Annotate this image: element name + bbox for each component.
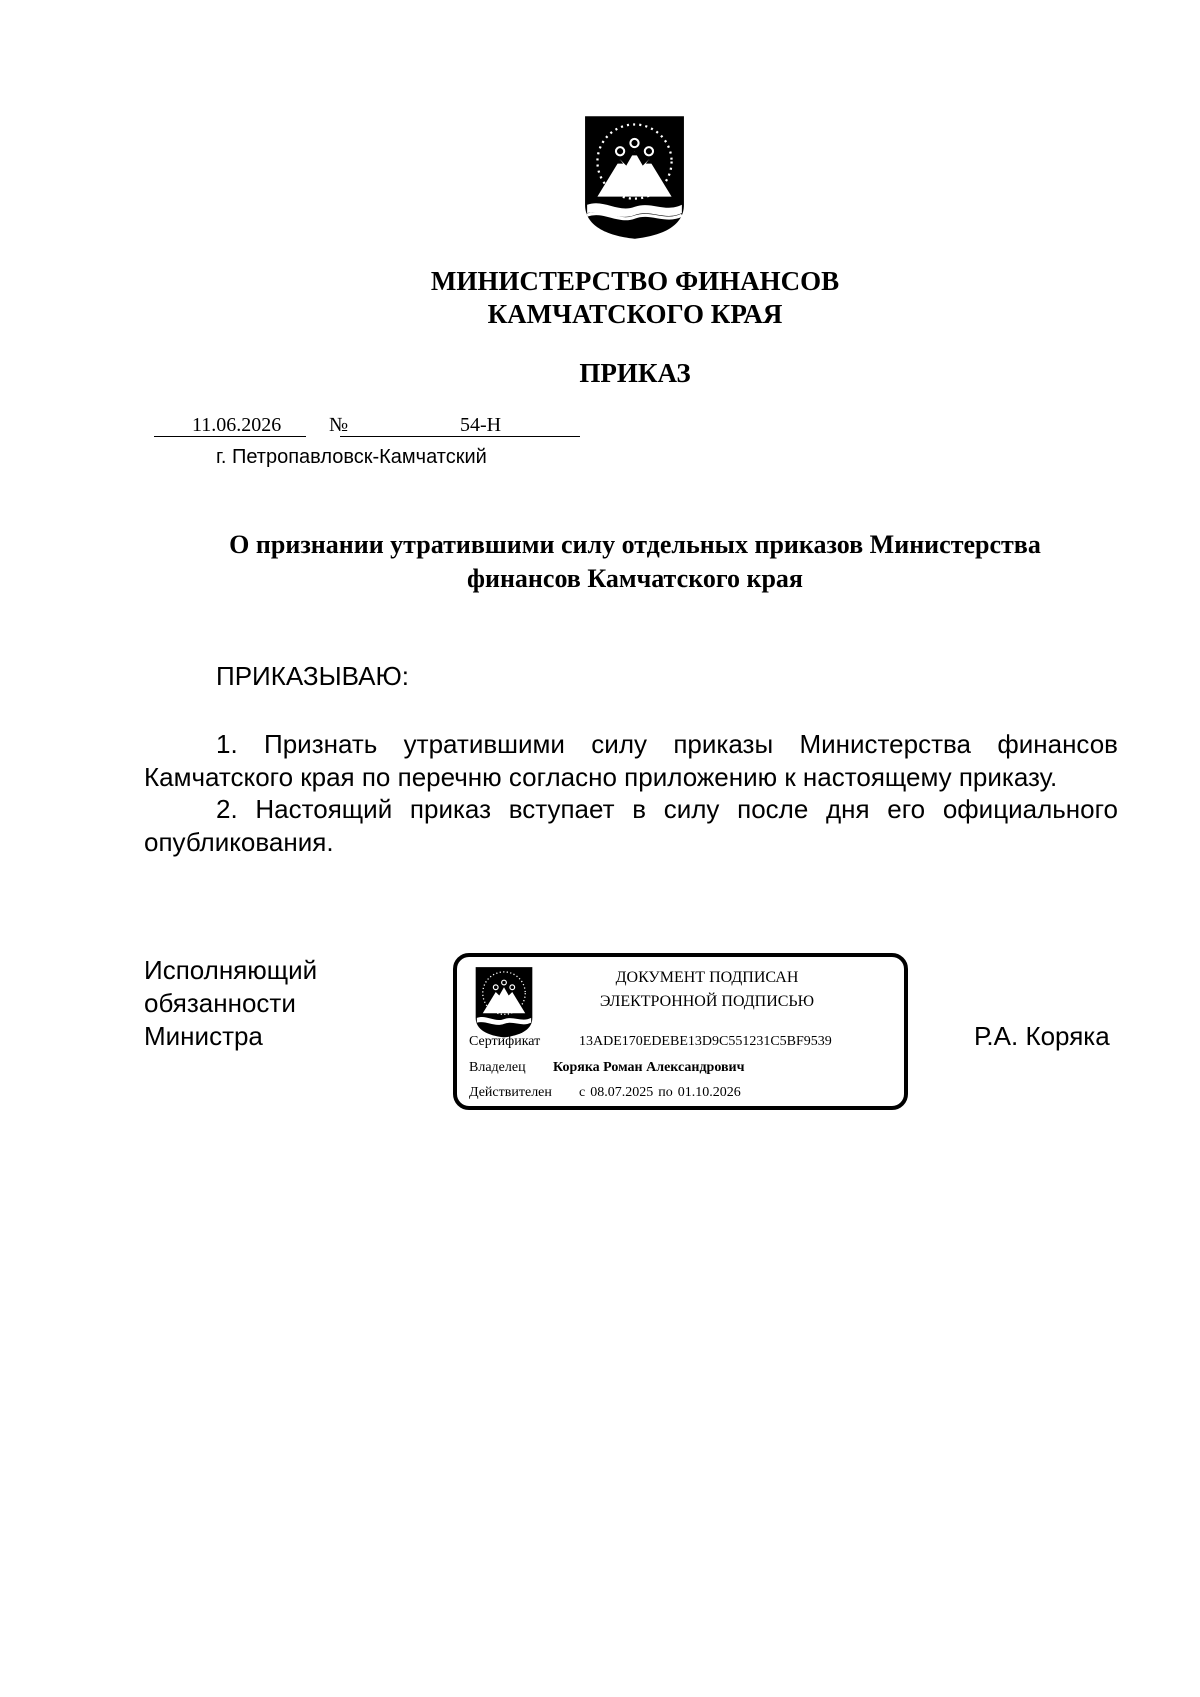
valid-to-date: 01.10.2026	[677, 1085, 741, 1100]
signer-position-line1: Исполняющий	[144, 955, 318, 985]
stamp-coat-of-arms-icon	[474, 966, 534, 1038]
registration-line	[154, 410, 580, 440]
number-sign: №	[329, 414, 349, 436]
valid-to-label: по	[658, 1085, 673, 1100]
document-type-title: ПРИКАЗ	[579, 358, 691, 388]
valid-from-label: с	[579, 1085, 586, 1100]
order-word: ПРИКАЗЫВАЮ:	[216, 661, 409, 691]
validity-label: Действителен	[469, 1085, 552, 1100]
city-name: г. Петропавловск-Камчатский	[216, 446, 487, 468]
kamchatka-coat-of-arms-icon	[583, 114, 686, 240]
stamp-heading-line1: ДОКУМЕНТ ПОДПИСАН	[615, 969, 799, 986]
ministry-name-line2: КАМЧАТСКОГО КРАЯ	[487, 299, 783, 329]
document-number: 54-Н	[460, 414, 502, 436]
electronic-signature-stamp	[453, 953, 908, 1110]
ministry-name-line1: МИНИСТЕРСТВО ФИНАНСОВ	[430, 266, 840, 296]
document-date: 11.06.2026	[192, 414, 282, 436]
stamp-heading-line2: ЭЛЕКТРОННОЙ ПОДПИСЬЮ	[599, 993, 815, 1010]
order-paragraph-2: 2. Настоящий приказ вступает в силу после дня его официального опубликования.	[144, 794, 1118, 857]
signer-position	[144, 954, 317, 1053]
owner-label: Владелец	[469, 1060, 526, 1075]
stamp-owner-row	[469, 1058, 745, 1078]
certificate-value: 13ADE170EDEBE13D9C551231C5BF9539	[579, 1034, 832, 1049]
order-paragraph-1: 1. Признать утратившими силу приказы Министерства финансов Камчатского края по перечню согласно приложению к настоящему приказу.	[144, 729, 1118, 792]
valid-from-date: 08.07.2025	[590, 1085, 654, 1100]
stamp-certificate-row	[469, 1032, 832, 1052]
signer-position-line3: Министра	[144, 1021, 263, 1051]
document-subject: О признании утратившими силу отдельных приказов Министерства финансов Камчатского края	[229, 530, 1041, 593]
signer-position-line2: обязанности	[144, 988, 296, 1018]
owner-value: Коряка Роман Александрович	[553, 1060, 745, 1075]
certificate-label: Сертификат	[469, 1034, 541, 1049]
stamp-validity-row	[469, 1083, 741, 1103]
signer-name: Р.А. Коряка	[974, 1021, 1110, 1051]
